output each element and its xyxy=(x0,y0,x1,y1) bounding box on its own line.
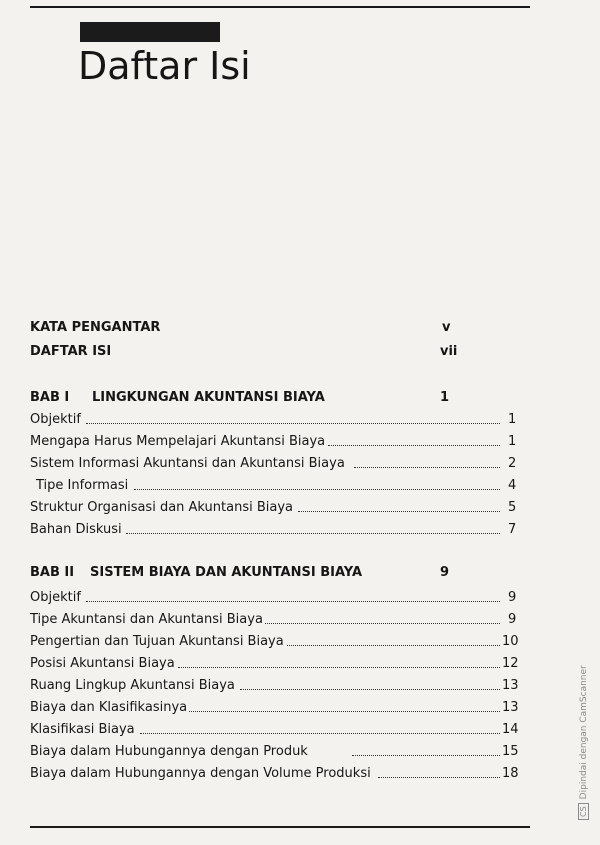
toc-entry xyxy=(30,742,519,762)
toc-page-number: 18 xyxy=(502,766,519,781)
toc-entry xyxy=(30,676,519,696)
toc-entry xyxy=(30,432,517,452)
toc-entry xyxy=(30,764,519,784)
toc-label: KATA PENGANTAR xyxy=(30,318,162,338)
chapter-page-number: 9 xyxy=(440,565,450,580)
toc-page-number: 14 xyxy=(502,722,519,737)
toc-page-number: 13 xyxy=(502,678,519,693)
toc-label: DAFTAR ISI xyxy=(30,342,113,362)
toc-label: Mengapa Harus Mempelajari Akuntansi Biaya xyxy=(30,432,327,452)
toc-label: Posisi Akuntansi Biaya xyxy=(30,654,177,674)
toc-entry xyxy=(30,410,517,430)
toc-front-item xyxy=(30,318,500,338)
toc-label: Struktur Organisasi dan Akuntansi Biaya xyxy=(30,498,295,518)
dot-leader xyxy=(178,667,500,668)
toc-entry xyxy=(30,654,519,674)
toc-label: Tipe Akuntansi dan Akuntansi Biaya xyxy=(30,610,265,630)
toc-entry xyxy=(30,454,517,474)
dot-leader xyxy=(126,533,500,534)
toc-page-number: 2 xyxy=(508,456,517,471)
toc-page-number: vii xyxy=(440,344,458,359)
toc-label: Sistem Informasi Akuntansi dan Akuntansi Biaya xyxy=(30,454,347,474)
toc-page-number: 1 xyxy=(508,434,517,449)
chapter-title: SISTEM BIAYA DAN AKUNTANSI BIAYA xyxy=(90,563,364,583)
toc-page-number: 1 xyxy=(508,412,517,427)
toc-label: Bahan Diskusi xyxy=(30,520,124,540)
dot-leader xyxy=(188,711,500,712)
camscanner-logo-icon: CS xyxy=(578,803,589,820)
toc-label: Biaya dalam Hubungannya dengan Volume Produksi xyxy=(30,764,373,784)
toc-label: Biaya dan Klasifikasinya xyxy=(30,698,189,718)
toc-label: Pengertian dan Tujuan Akuntansi Biaya xyxy=(30,632,286,652)
chapter-heading xyxy=(30,563,500,583)
toc-entry xyxy=(30,476,517,496)
toc-label: Objektif xyxy=(30,410,83,430)
dot-leader xyxy=(328,445,500,446)
toc-entry xyxy=(30,520,517,540)
top-rule xyxy=(30,6,530,8)
chapter-code: BAB I xyxy=(30,388,71,408)
chapter-page-number: 1 xyxy=(440,390,450,405)
toc-page-number: 13 xyxy=(502,700,519,715)
toc-page-number: 5 xyxy=(508,500,517,515)
toc-label: Klasifikasi Biaya xyxy=(30,720,137,740)
watermark-text: Dipindai dengan CamScanner xyxy=(579,665,589,800)
dot-leader xyxy=(378,777,500,778)
page-title: Daftar Isi xyxy=(78,44,251,88)
toc-front-item xyxy=(30,342,500,362)
bottom-rule xyxy=(30,826,530,828)
toc-entry xyxy=(30,698,519,718)
dot-leader xyxy=(134,489,500,490)
toc-label: Ruang Lingkup Akuntansi Biaya xyxy=(30,676,237,696)
chapter-title: LINGKUNGAN AKUNTANSI BIAYA xyxy=(92,388,327,408)
title-bar xyxy=(80,22,220,42)
toc-entry xyxy=(30,632,519,652)
dot-leader xyxy=(86,423,500,424)
dot-leader xyxy=(352,755,500,756)
toc-entry xyxy=(30,610,517,630)
toc-page-number: 9 xyxy=(508,590,517,605)
toc-page-number: 4 xyxy=(508,478,517,493)
toc-entry xyxy=(30,588,517,608)
dot-leader xyxy=(86,601,500,602)
dot-leader xyxy=(240,689,500,690)
chapter-code: BAB II xyxy=(30,563,76,583)
toc-page-number: 15 xyxy=(502,744,519,759)
toc-label: Tipe Informasi xyxy=(36,476,130,496)
dot-leader xyxy=(354,467,500,468)
toc-entry xyxy=(30,498,517,518)
dot-leader xyxy=(140,733,500,734)
scanner-watermark xyxy=(578,665,589,820)
toc-label: Objektif xyxy=(30,588,83,608)
dot-leader xyxy=(298,511,500,512)
toc-page-number: 10 xyxy=(502,634,519,649)
dot-leader xyxy=(284,645,500,646)
toc-label: Biaya dalam Hubungannya dengan Produk xyxy=(30,742,310,762)
toc-entry xyxy=(30,720,519,740)
toc-page-number: 12 xyxy=(502,656,519,671)
toc-page-number: v xyxy=(442,320,451,335)
toc-page-number: 9 xyxy=(508,612,517,627)
chapter-heading xyxy=(30,388,500,408)
dot-leader xyxy=(262,623,500,624)
toc-page-number: 7 xyxy=(508,522,517,537)
